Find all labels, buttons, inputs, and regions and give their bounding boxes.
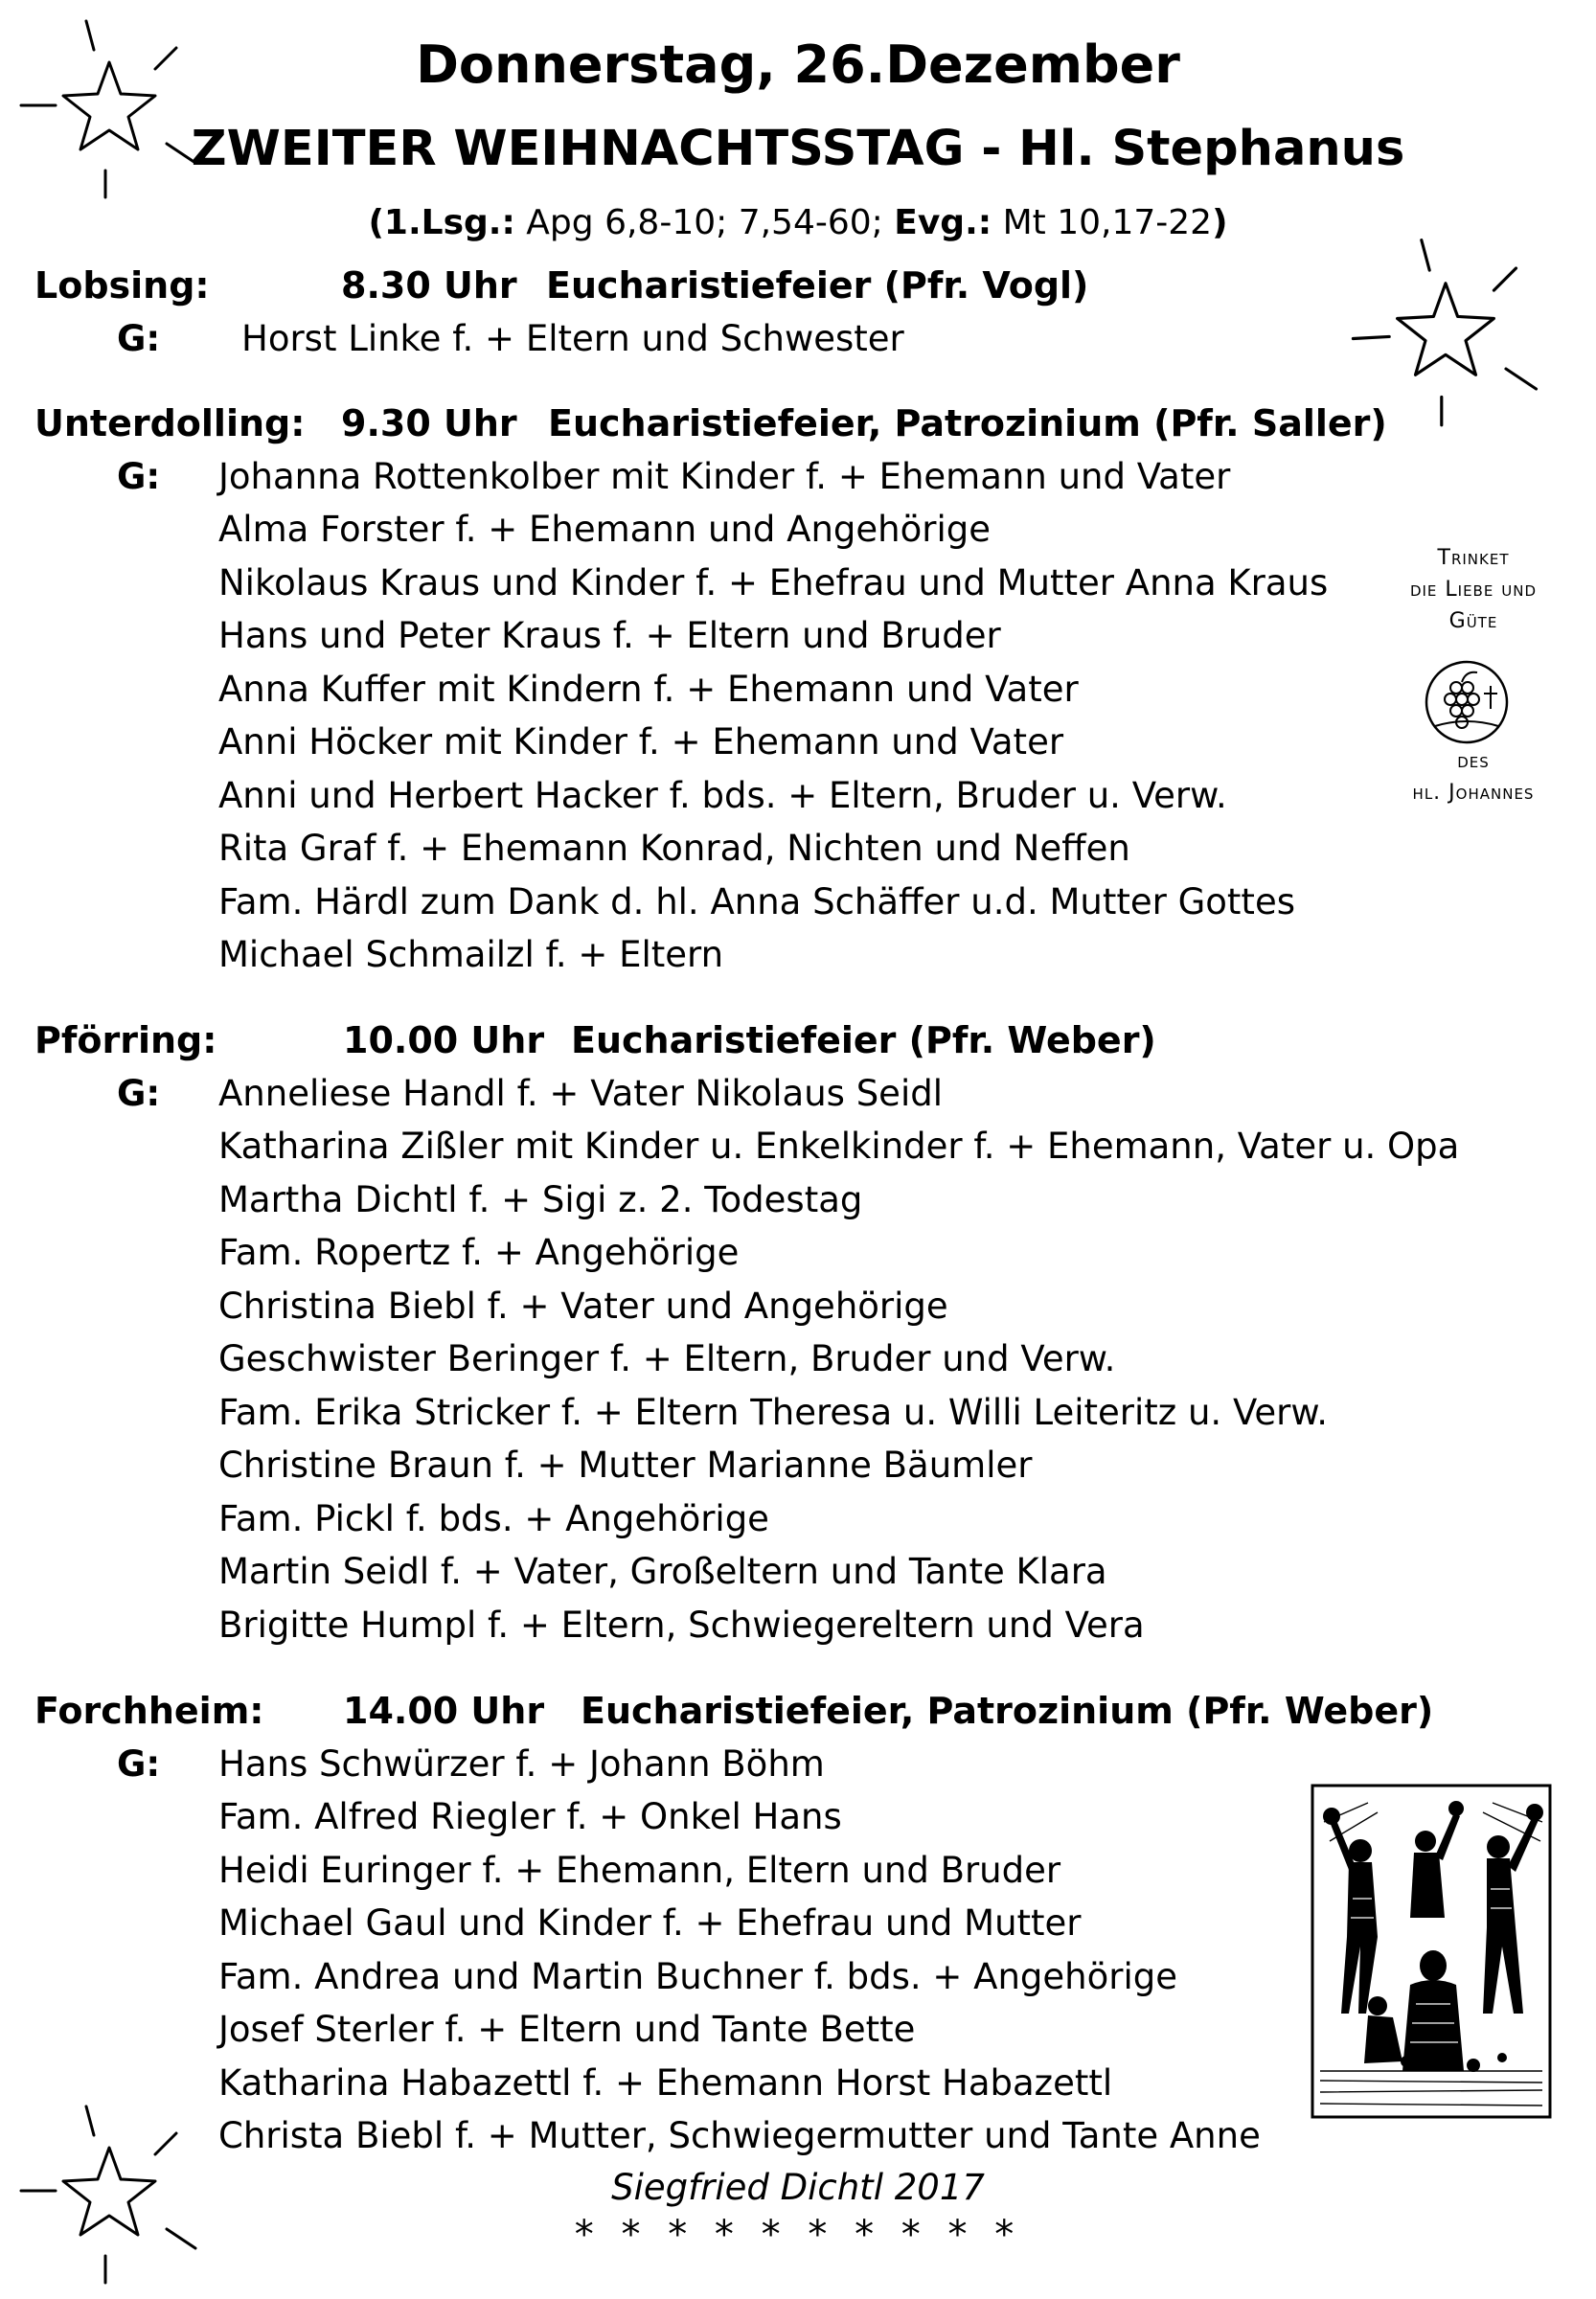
motto-line-5: hl. Johannes	[1412, 781, 1535, 805]
intention-line: Brigitte Humpl f. + Eltern, Schwiegereltern und Vera	[218, 1605, 1145, 1646]
intention-line: Fam. Erika Stricker f. + Eltern Theresa u. Willi Leiteritz u. Verw.	[218, 1392, 1328, 1433]
service-time: 9.30 Uhr	[341, 402, 517, 444]
g-label: G:	[117, 318, 161, 359]
intention-line: Rita Graf f. + Ehemann Konrad, Nichten und Neffen	[218, 828, 1130, 869]
intention-line: Geschwister Beringer f. + Eltern, Bruder und Verw.	[218, 1338, 1116, 1379]
intention-line: Michael Schmailzl f. + Eltern	[218, 934, 724, 975]
service-time: 14.00 Uhr	[343, 1690, 545, 1732]
star-icon	[1345, 228, 1546, 429]
intention-line: Hans und Peter Kraus f. + Eltern und Bruder	[218, 615, 1001, 656]
motto-block	[1368, 546, 1579, 633]
service-description: Eucharistiefeier, Patrozinium (Pfr. Weber)	[581, 1690, 1434, 1732]
intention-line: Anna Kuffer mit Kindern f. + Ehemann und Vater	[218, 669, 1079, 710]
service-place: Forchheim:	[34, 1690, 264, 1732]
intention-line: Fam. Pickl f. bds. + Angehörige	[218, 1498, 769, 1539]
asterisk-divider: * * * * * * * * * *	[574, 2213, 1022, 2257]
intention-line: Christa Biebl f. + Mutter, Schwiegermutter und Tante Anne	[218, 2115, 1261, 2156]
signature: Siegfried Dichtl 2017	[611, 2167, 985, 2208]
service-description: Eucharistiefeier (Pfr. Vogl)	[546, 264, 1089, 307]
intention-line: Christina Biebl f. + Vater und Angehörige	[218, 1286, 948, 1327]
readings-close: )	[1212, 203, 1228, 242]
intention-line: Anni Höcker mit Kinder f. + Ehemann und Vater	[218, 721, 1064, 763]
intention-line: Horst Linke f. + Eltern und Schwester	[241, 318, 904, 359]
intention-line: Johanna Rottenkolber mit Kinder f. + Ehemann und Vater	[218, 456, 1231, 497]
intention-line: Michael Gaul und Kinder f. + Ehefrau und Mutter	[218, 1902, 1082, 1944]
intention-line: Josef Sterler f. + Eltern und Tante Bette	[218, 2009, 916, 2050]
intention-line: Anneliese Handl f. + Vater Nikolaus Seidl	[218, 1073, 943, 1114]
motto-line-2: die Liebe und	[1409, 578, 1538, 602]
intention-line: Nikolaus Kraus und Kinder f. + Ehefrau und Mutter Anna Kraus	[218, 562, 1329, 603]
intention-line: Fam. Alfred Riegler f. + Onkel Hans	[218, 1796, 842, 1837]
readings-open: (	[368, 203, 384, 242]
service-time: 10.00 Uhr	[343, 1019, 545, 1061]
star-icon	[13, 2090, 205, 2291]
intention-line: Fam. Andrea und Martin Buchner f. bds. + Angehörige	[218, 1956, 1177, 1997]
grapes-seal-icon	[1424, 659, 1510, 745]
intention-line: Christine Braun f. + Mutter Marianne Bäumler	[218, 1445, 1033, 1486]
intention-line: Hans Schwürzer f. + Johann Böhm	[218, 1743, 825, 1785]
evg-label: Evg.:	[894, 203, 992, 242]
intention-line: Katharina Zißler mit Kinder u. Enkelkinder f. + Ehemann, Vater u. Opa	[218, 1126, 1460, 1167]
service-place: Unterdolling:	[34, 402, 306, 444]
service-time: 8.30 Uhr	[341, 264, 517, 307]
g-label: G:	[117, 1743, 161, 1785]
feast-title: ZWEITER WEIHNACHTSSTAG - Hl. Stephanus	[191, 121, 1405, 177]
intention-line: Fam. Härdl zum Dank d. hl. Anna Schäffer u.d. Mutter Gottes	[218, 881, 1295, 922]
g-label: G:	[117, 1073, 161, 1114]
lsg-text: Apg 6,8-10; 7,54-60;	[514, 203, 895, 242]
motto-line-4: des	[1457, 749, 1490, 773]
evg-text: Mt 10,17-22	[992, 203, 1213, 242]
intention-line: Alma Forster f. + Ehemann und Angehörige	[218, 509, 991, 550]
service-place: Pförring:	[34, 1019, 217, 1061]
intention-line: Heidi Euringer f. + Ehemann, Eltern und Bruder	[218, 1850, 1061, 1891]
motto-line-3: Güte	[1448, 609, 1498, 633]
service-place: Lobsing:	[34, 264, 210, 307]
intention-line: Martin Seidl f. + Vater, Großeltern und Tante Klara	[218, 1551, 1107, 1592]
intention-line: Fam. Ropertz f. + Angehörige	[218, 1232, 740, 1273]
stoning-woodcut	[1311, 1784, 1552, 2119]
service-description: Eucharistiefeier, Patrozinium (Pfr. Saller)	[548, 402, 1387, 444]
motto-line-1: Trinket	[1437, 546, 1510, 570]
motto-block-lower	[1368, 749, 1579, 805]
lsg-label: 1.Lsg.:	[383, 203, 515, 242]
intention-line: Martha Dichtl f. + Sigi z. 2. Todestag	[218, 1179, 863, 1220]
service-description: Eucharistiefeier (Pfr. Weber)	[571, 1019, 1156, 1061]
page-title: Donnerstag, 26.Dezember	[416, 34, 1180, 95]
intention-line: Katharina Habazettl f. + Ehemann Horst Habazettl	[218, 2062, 1113, 2104]
g-label: G:	[117, 456, 161, 497]
intention-line: Anni und Herbert Hacker f. bds. + Eltern, Bruder u. Verw.	[218, 775, 1227, 816]
star-icon	[13, 10, 205, 201]
